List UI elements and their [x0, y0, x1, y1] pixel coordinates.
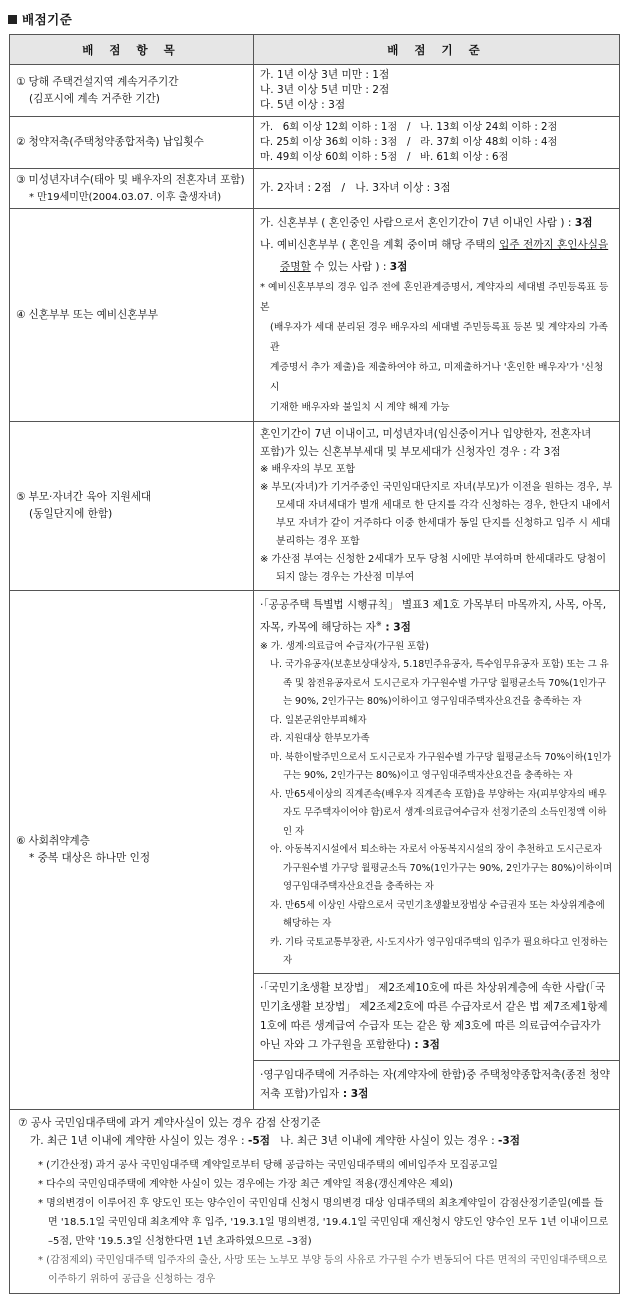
vulnerable-sub2: ·「국민기초생활 보장법」 제2조제10호에 따른 차상위계층에 속한 사람(「국민기초생활 보장법」 제2조제2호에 따른 수급자로서 같은 법 제7조제1항제1호에 따른 생계급여 수급자 또는 같은 항 제3호에 따른 의료급여수급자가 아닌 자와 그 가구원을 포함한다) : 3점	[254, 973, 619, 1060]
vulnerable-sub1: ·「공공주택 특별법 시행규칙」 별표3 제1호 가목부터 마목까지, 사목, 아목, 자목, 카목에 해당하는 자※ : 3점 ※ 가. 생계·의료급여 수급자(가구원 포함) 나. 국가유공자(보훈보상대상자, 5.18민주유공자, 특수임무유공자 포함) 또는 그 유족 및 참전유공자로서 도시근로자 가구원수별 가구당 월평균소득 70%(1인가구는 90%, 2인가구는 80%)이하이고 영구임대주택자산요건을 충족하는 자 다. 일본군위안부피해자 라. 지원대상 한부모가족 마. 북한이탈주민으로서 도시근로자 가구원수별 가구당 월평균소득 70%이하(1인가구는 90%, 2인가구는 80%)이고 영구임대주택자산요건을 충족하는 자 사. 만65세이상의 직계존속(배우자 직계존속 포함)을 부양하는 자(피부양자의 배우자도 무주택자이어야 함)로서 생계·의료급여수급자 선정기준의 소득인정액 이하인 자 아. 아동복지시설에서 퇴소하는 자로서 아동복지시설의 장이 추천하고 도시근로자 가구원수별 가구당 월평균소득 70%(1인가구는 90%, 2인가구는 80%)이하이며 영구임대주택자산요건을 충족하는 자 자. 만65세 이상인 사람으로서 국민기초생활보장법상 수급권자 또는 차상위계층에 해당하는 자 카. 기타 국토교통부장관, 시·도지사가 영구임대주택의 입주가 필요하다고 인정하는 자	[260, 591, 613, 973]
criteria-cell: 가. 신혼부부 ( 혼인중인 사람으로서 혼인기간이 7년 이내인 사람 ) : 3점 나. 예비신혼부부 ( 혼인을 계획 중이며 해당 주택의 입주 전까지 혼인사실을 증명할 수 있는 사람 ) : 3점 * 예비신혼부부의 경우 입주 전에 혼인관계증명서, 계약자의 세대별 주민등록표 등본 (배우자가 세대 분리된 경우 배우자의 세대별 주민등록표 등본 및 계약자의 가족관 계증명서 추가 제출)을 제출하여야 하고, 미제출하거나 '혼인한 배우자'가 '신청 시 기재한 배우자와 불일치 시 계약 해제 가능	[254, 209, 620, 422]
table-row	[10, 422, 620, 591]
table-row	[10, 65, 620, 117]
criteria-cell: 가. 2자녀 : 2점 / 나. 3자녀 이상 : 3점	[254, 169, 620, 209]
vulnerable-sub1-list: ※ 가. 생계·의료급여 수급자(가구원 포함) 나. 국가유공자(보훈보상대상자, 5.18민주유공자, 특수임무유공자 포함) 또는 그 유족 및 참전유공자로서 도시근로자 가구원수별 가구당 월평균소득 70%(1인가구는 90%, 2인가구는 80%)이하이고 영구임대주택자산요건을 충족하는 자 다. 일본군위안부피해자 라. 지원대상 한부모가족 마. 북한이탈주민으로서 도시근로자 가구원수별 가구당 월평균소득 70%이하(1인가구는 90%, 2인가구는 80%)이고 영구임대주택자산요건을 충족하는 자 사. 만65세이상의 직계존속(배우자 직계존속 포함)을 부양하는 자(피부양자의 배우자도 무주택자이어야 함)로서 생계·의료급여수급자 선정기준의 소득인정액 이하인 자 아. 아동복지시설에서 퇴소하는 자로서 아동복지시설의 장이 추천하고 도시근로자 가구원수별 가구당 월평균소득 70%(1인가구는 90%, 2인가구는 80%)이하이며 영구임대주택자산요건을 충족하는 자 자. 만65세 이상인 사람으로서 국민기초생활보장법상 수급권자 또는 차상위계층에 해당하는 자 카. 기타 국토교통부장관, 시·도지사가 영구임대주택의 입주가 필요하다고 인정하는 자	[260, 640, 613, 967]
item-cell: ⑥ 사회취약계층 * 중복 대상은 하나만 인정	[10, 591, 254, 1110]
header-criteria: 배 점 기 준	[254, 35, 620, 65]
item-cell: ⑤ 부모·자녀간 육아 지원세대 (동일단지에 한함)	[10, 422, 254, 591]
criteria-cell: 가. 6회 이상 12회 이하 : 1점 / 나. 13회 이상 24회 이하 : 2점 다. 25회 이상 36회 이하 : 3점 / 라. 37회 이상 48회 이하 : 4점 마. 49회 이상 60회 이하 : 5점 / 바. 61회 이상 : 6점	[254, 117, 620, 169]
table-row	[10, 117, 620, 169]
newlywed-note: * 예비신혼부부의 경우 입주 전에 혼인관계증명서, 계약자의 세대별 주민등록표 등본 (배우자가 세대 분리된 경우 배우자의 세대별 주민등록표 등본 및 계약자의 가족관 계증명서 추가 제출)을 제출하여야 하고, 미제출하거나 '혼인한 배우자'가 '신청 시 기재한 배우자와 불일치 시 계약 해제 가능	[260, 282, 609, 413]
scoring-criteria-table	[9, 34, 620, 1294]
table-header-row	[10, 35, 620, 65]
square-bullet-icon	[8, 15, 17, 24]
table-row	[10, 209, 620, 422]
vulnerable-sub3: ·영구임대주택에 거주하는 자(계약자에 한함)중 주택청약종합저축(종전 청약저축 포함)가입자 : 3점	[254, 1060, 619, 1109]
item-cell: ④ 신혼부부 또는 예비신혼부부	[10, 209, 254, 422]
criteria-cell	[254, 591, 620, 1110]
table-row	[10, 169, 620, 209]
item-cell: ② 청약저축(주택청약종합저축) 납입횟수	[10, 117, 254, 169]
criteria-cell: 가. 1년 이상 3년 미만 : 1점 나. 3년 이상 5년 미만 : 2점 다. 5년 이상 : 3점	[254, 65, 620, 117]
criteria-cell: 혼인기간이 7년 이내이고, 미성년자녀(임신중이거나 입양한자, 전혼자녀 포함)가 있는 신혼부부세대 및 부모세대가 신청자인 경우 : 각 3점 ※ 배우자의 부모 포함 ※ 부모(자녀)가 기거주중인 국민임대단지로 자녀(부모)가 이전을 원하는 경우, 부모세대 자녀세대가 별개 세대로 한 단지를 각각 신청하는 경우, 한단지 내에서 부모 자녀가 같이 거주하다 이중 한세대가 동일 단지를 신청하고 입주 시 세대 분리하는 경우 포함 ※ 가산점 부여는 신청한 2세대가 모두 당첨 시에만 부여하며 한세대라도 당첨이 되지 않는 경우는 가산점 미부여	[254, 422, 620, 591]
item-cell: ③ 미성년자녀수(태아 및 배우자의 전혼자녀 포함) * 만19세미만(2004.03.07. 이후 출생자녀)	[10, 169, 254, 209]
table-row-penalty	[10, 1109, 620, 1293]
penalty-cell: ⑦ 공사 국민임대주택에 과거 계약사실이 있는 경우 감점 산정기준 가. 최근 1년 이내에 계약한 사실이 있는 경우 : -5점 나. 최근 3년 이내에 계약한 사실이 있는 경우 : -3점 * (기간산정) 과거 공사 국민임대주택 계약일로부터 당해 공급하는 국민임대주택의 예비입주자 모집공고일 * 다수의 국민임대주택에 계약한 사실이 있는 경우에는 가장 최근 계약일 적용(갱신계약은 제외) * 명의변경이 이루어진 후 양도인 또는 양수인이 국민임대 신청시 명의변경 대상 임대주택의 최초계약일이 감점산정기준일(예를 들면 '18.5.1일 국민임대 최초계약 후 입주, '19.3.1일 명의변경, '19.4.1일 국민임대 재신청시 양도인 양수인 모두 1년 이내이므로 –5점, 만약 '19.5.3일 신청한다면 1년 초과하였으므로 –3점) * (감점제외) 국민임대주택 입주자의 출산, 사망 또는 노부모 부양 등의 사유로 가구원 수가 변동되어 다른 면적의 국민임대주택으로 이주하기 위하여 공급을 신청하는 경우	[10, 1109, 620, 1293]
header-item: 배 점 항 목	[10, 35, 254, 65]
item-cell: ① 당해 주택건설지역 계속거주기간 (김포시에 계속 거주한 기간)	[10, 65, 254, 117]
section-title: 배점기준	[8, 10, 72, 28]
table-row	[10, 591, 620, 1110]
